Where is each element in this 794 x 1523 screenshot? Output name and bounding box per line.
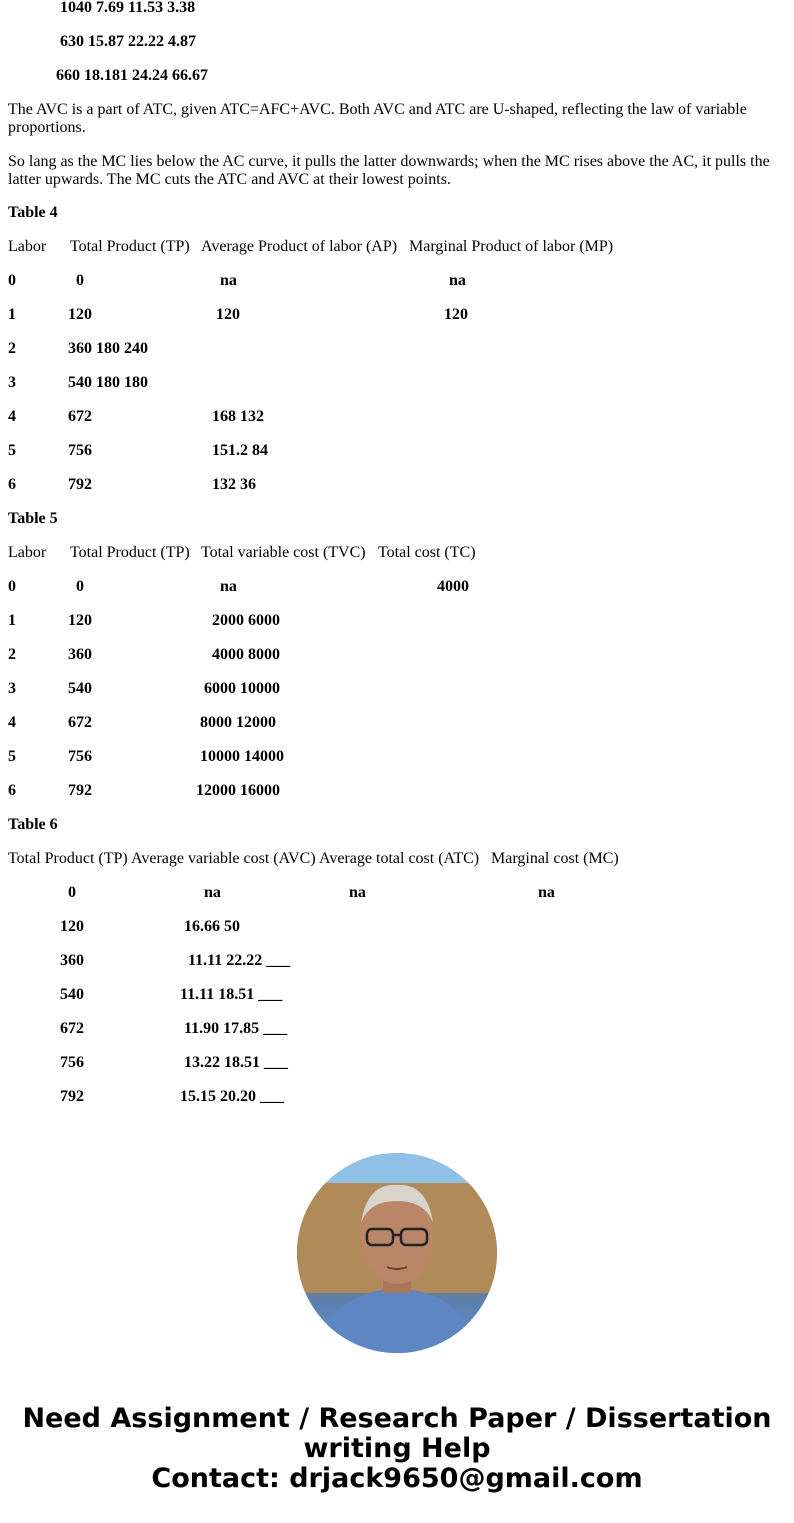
cell: 756 <box>68 748 92 765</box>
cell: 360 <box>68 646 92 663</box>
table-row <box>0 951 794 971</box>
table-row <box>0 271 794 291</box>
table-row <box>0 1053 794 1073</box>
cell: 120 <box>68 306 92 323</box>
paragraph: The AVC is a part of ATC, given ATC=AFC+AVC. Both AVC and ATC are U-shaped, reflecting the law of variable proportions. <box>8 101 747 136</box>
header-cell: Labor <box>8 238 47 255</box>
cell: 4 <box>8 714 16 731</box>
cell: 120 <box>60 918 84 935</box>
table-row <box>0 679 794 699</box>
title-text: Table 6 <box>8 816 58 833</box>
table-row <box>0 645 794 665</box>
cell: 360 <box>60 952 84 969</box>
row-text: 1040 7.69 11.53 3.38 <box>60 0 196 16</box>
table-title <box>0 509 794 529</box>
cell: 1 <box>8 306 16 323</box>
cell: 16.66 50 <box>184 918 240 935</box>
table-row <box>0 747 794 767</box>
cell: na <box>220 272 237 289</box>
table-row <box>0 611 794 631</box>
header-cell: Average variable cost (AVC) <box>131 850 316 867</box>
cell: 151.2 84 <box>212 442 268 459</box>
row-text: 660 18.181 24.24 66.67 <box>56 67 208 84</box>
title-text: Table 4 <box>8 204 58 221</box>
header-cell: Total Product (TP) <box>8 850 128 867</box>
cell: na <box>449 272 466 289</box>
cell: 11.90 17.85 ___ <box>184 1020 288 1037</box>
cell: na <box>220 578 237 595</box>
cell: 0 <box>8 578 16 595</box>
cell: 2 <box>8 340 16 357</box>
cell: 11.11 18.51 ___ <box>180 986 283 1003</box>
row-text: 630 15.87 22.22 4.87 <box>60 33 196 50</box>
table-row <box>0 985 794 1005</box>
cell: 2 <box>8 646 16 663</box>
cell: 360 180 240 <box>68 340 148 357</box>
data-row <box>0 0 794 18</box>
table-title <box>0 815 794 835</box>
cell: 672 <box>60 1020 84 1037</box>
table-header <box>0 237 794 257</box>
cell: 11.11 22.22 ___ <box>188 952 291 969</box>
table-title <box>0 203 794 223</box>
cell: 540 <box>68 680 92 697</box>
title-text: Table 5 <box>8 510 58 527</box>
paragraph: So lang as the MC lies below the AC curve, it pulls the latter downwards; when the MC rises above the AC, it pulls the latter upwards. The MC cuts the ATC and AVC at their lowest points. <box>8 153 770 188</box>
header-cell: Average total cost (ATC) <box>319 850 480 867</box>
cell: 8000 12000 <box>200 714 276 731</box>
header-cell: Average Product of labor (AP) <box>201 238 398 255</box>
cell: 0 <box>8 272 16 289</box>
table-row <box>0 1087 794 1107</box>
cell: 540 180 180 <box>68 374 148 391</box>
cell: 672 <box>68 408 92 425</box>
cell: 540 <box>60 986 84 1003</box>
cell: 168 132 <box>212 408 264 425</box>
table-row <box>0 781 794 801</box>
header-cell: Marginal Product of labor (MP) <box>409 238 614 255</box>
cell: 15.15 20.20 ___ <box>180 1088 284 1105</box>
author-photo <box>297 1153 497 1353</box>
cell: 120 <box>216 306 240 323</box>
header-cell: Total Product (TP) <box>70 238 190 255</box>
data-row <box>0 32 794 52</box>
table-row <box>0 339 794 359</box>
header-cell: Total variable cost (TVC) <box>201 544 366 561</box>
data-row <box>0 66 794 86</box>
cell: 6 <box>8 782 16 799</box>
header-cell: Total cost (TC) <box>378 544 476 561</box>
cell: na <box>538 884 555 901</box>
table-row <box>0 373 794 393</box>
table-header <box>0 543 794 563</box>
cell: 5 <box>8 748 16 765</box>
cell: 672 <box>68 714 92 731</box>
cell: 6000 10000 <box>204 680 280 697</box>
table-row <box>0 305 794 325</box>
cell: 792 <box>68 782 92 799</box>
cell: na <box>204 884 221 901</box>
portrait-illustration <box>297 1153 497 1353</box>
table-row <box>0 1019 794 1039</box>
cell: 792 <box>60 1088 84 1105</box>
cell: 0 <box>76 578 84 595</box>
cell: na <box>349 884 366 901</box>
header-cell: Total Product (TP) <box>70 544 190 561</box>
table-row <box>0 713 794 733</box>
cell: 3 <box>8 680 16 697</box>
cell: 0 <box>68 884 76 901</box>
cell: 1 <box>8 612 16 629</box>
cell: 2000 6000 <box>212 612 280 629</box>
footer-contact: Contact: drjack9650@gmail.com <box>151 1463 643 1494</box>
cell: 0 <box>76 272 84 289</box>
cell: 13.22 18.51 ___ <box>184 1054 288 1071</box>
header-cell: Marginal cost (MC) <box>491 850 619 867</box>
cell: 132 36 <box>212 476 256 493</box>
cell: 3 <box>8 374 16 391</box>
cell: 4 <box>8 408 16 425</box>
header-cell: Labor <box>8 544 47 561</box>
cell: 792 <box>68 476 92 493</box>
cell: 12000 16000 <box>196 782 280 799</box>
table-row <box>0 407 794 427</box>
cell: 5 <box>8 442 16 459</box>
cell: 120 <box>68 612 92 629</box>
cell: 6 <box>8 476 16 493</box>
cell: 756 <box>60 1054 84 1071</box>
table-header <box>0 849 794 869</box>
table-row <box>0 475 794 495</box>
footer-headline: Need Assignment / Research Paper / Dissertation <box>22 1403 772 1434</box>
table-row <box>0 441 794 461</box>
cell: 120 <box>444 306 468 323</box>
table-row <box>0 577 794 597</box>
cell: 10000 14000 <box>200 748 284 765</box>
footer-headline: writing Help <box>303 1433 491 1464</box>
table-row <box>0 883 794 903</box>
cell: 4000 8000 <box>212 646 280 663</box>
table-row <box>0 917 794 937</box>
cell: 756 <box>68 442 92 459</box>
cell: 4000 <box>437 578 469 595</box>
